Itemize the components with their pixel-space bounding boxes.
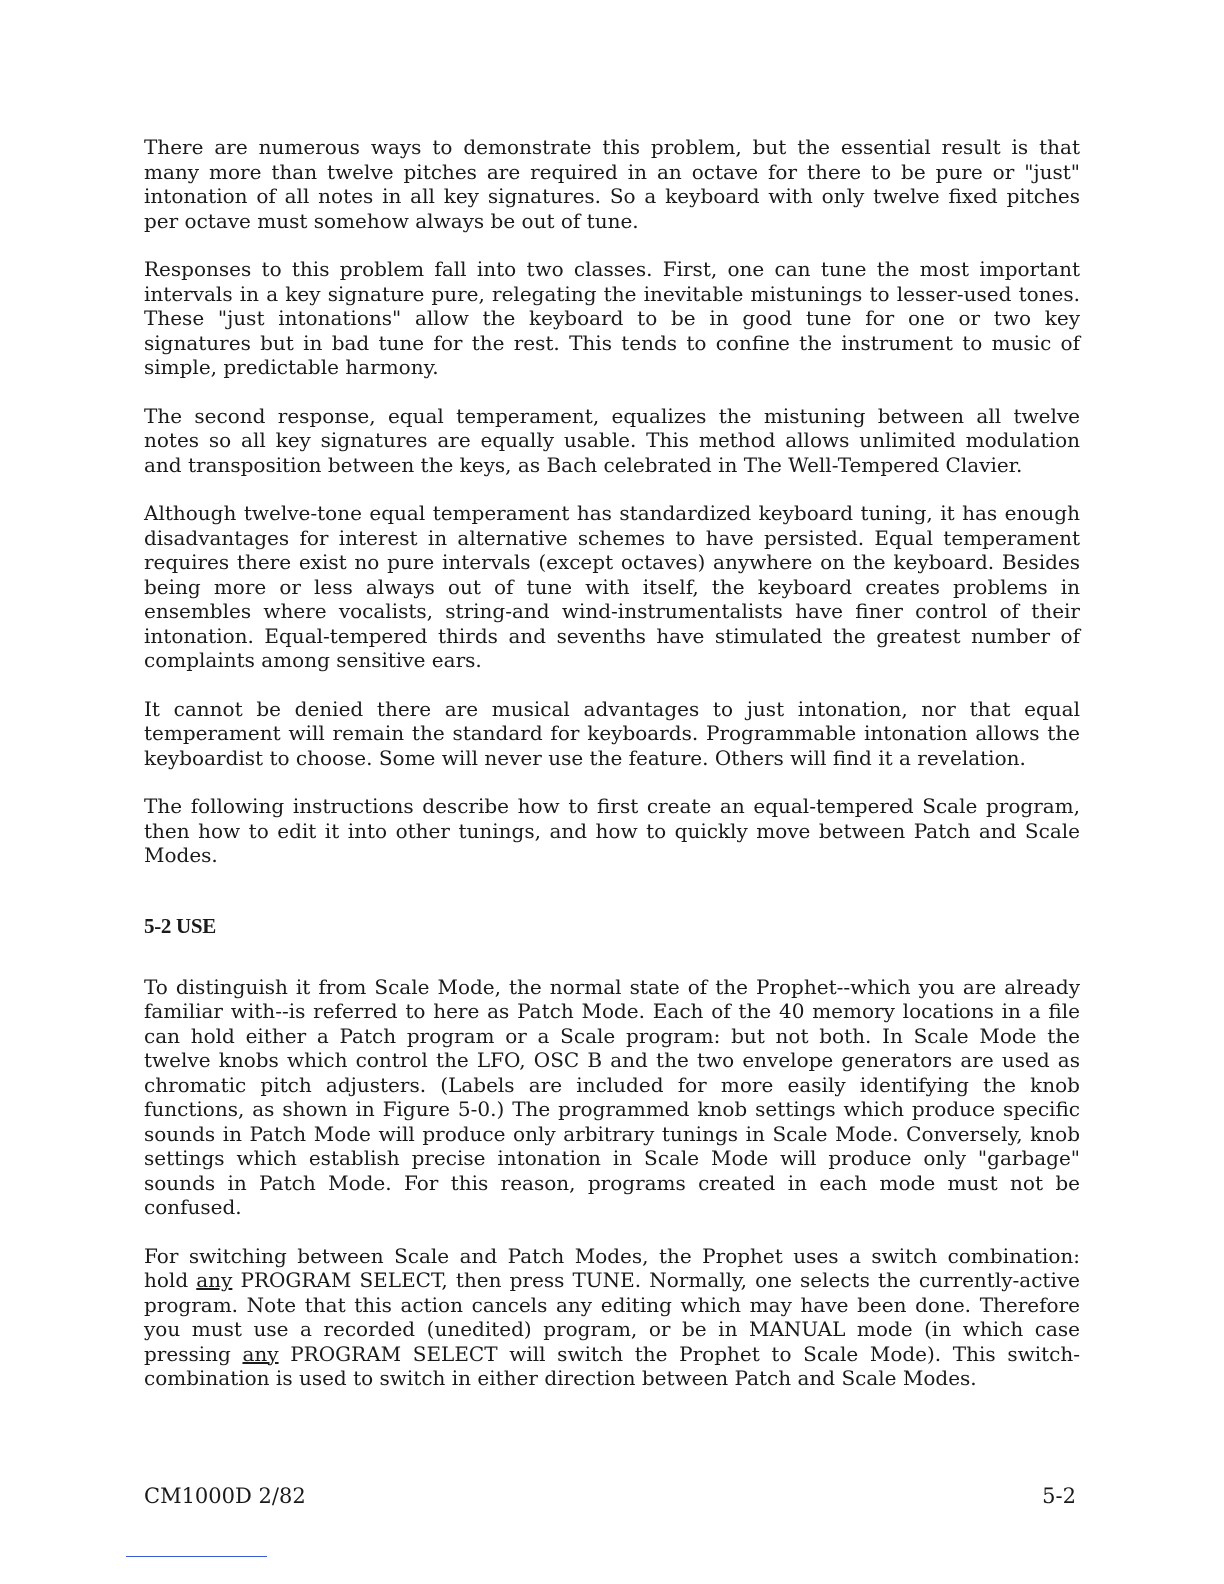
paragraph-disadvantages: Although twelve-tone equal temperament has standardized keyboard tuning, it has enough disadvantages for interest in alternative schemes to have persisted. Equal temperament requires there exist no pure intervals (except octaves) anywhere on the keyboard. Besides being more or less always out of tune with itself, the keyboard creates problems in ensembles where vocalists, string-and wind-instrumentalists have finer control of their intonation. Equal-tempered thirds and sevenths have stimulated the greatest number of complaints among sensitive ears.: [144, 501, 1080, 672]
footer-rule: [126, 1556, 267, 1557]
paragraph-equal-temperament: The second response, equal temperament, equalizes the mistuning between all twelve notes so all key signatures are equally usable. This method allows unlimited modulation and transposition between the keys, as Bach celebrated in The Well-Tempered Clavier.: [144, 403, 1080, 477]
document-id: CM1000D 2/82: [144, 1484, 306, 1508]
emphasis-any: any: [196, 1268, 233, 1292]
switching-text-3: PROGRAM SELECT will switch the Prophet to Scale Mode). This switch-combination is used to switch in either direction between Patch and Scale Modes.: [144, 1341, 1080, 1390]
emphasis-any: any: [242, 1341, 279, 1366]
page-number: 5-2: [1042, 1484, 1076, 1508]
paragraph-patch-mode: To distinguish it from Scale Mode, the normal state of the Prophet--which you are already familiar with--is referred to here as Patch Mode. Each of the 40 memory locations in a file can hold either a Patch program or a Scale program: but not both. In Scale Mode the twelve knobs which control the LFO, OSC B and the two envelope generators are used as chromatic pitch adjusters. (Labels are included for more easily identifying the knob functions, as shown in Figure 5-0.) The programmed knob settings which produce specific sounds in Patch Mode will produce only arbitrary tunings in Scale Mode. Conversely, knob settings which establish precise intonation in Scale Mode will produce only "garbage" sounds in Patch Mode. For this reason, programs created in each mode must not be confused.: [144, 974, 1080, 1219]
paragraph-advantages: It cannot be denied there are musical advantages to just intonation, nor that equal temperament will remain the standard for keyboards. Programmable intonation allows the keyboardist to choose. Some will never use the feature. Others will find it a revelation.: [144, 696, 1080, 770]
switching-text-1: For switching between Scale and Patch Modes, the Prophet uses a switch combination: hold: [144, 1243, 1080, 1292]
paragraph-responses: Responses to this problem fall into two classes. First, one can tune the most important intervals in a key signature pure, relegating the inevitable mistunings to lesser-used tones. These "just intonations" allow the keyboard to be in good tune for one or two key signatures but in bad tune for the rest. This tends to confine the instrument to music of simple, predictable harmony.: [144, 257, 1080, 379]
paragraph-intonation-problem: There are numerous ways to demonstrate this problem, but the essential result is that many more than twelve pitches are required in an octave for there to be pure or "just" intonation of all notes in all key signatures. So a keyboard with only twelve fixed pitches per octave must somehow always be out of tune.: [144, 135, 1080, 233]
switching-text-2: PROGRAM SELECT, then press TUNE. Normally, one selects the currently-active program. Note that this action cancels any editing which may have been done. Therefore you must use a recorded (unedited) program, or be in MANUAL mode (in which case pressing: [144, 1268, 1080, 1366]
paragraph-switching: [144, 1244, 1080, 1391]
section-heading: 5-2 USE: [144, 913, 216, 938]
paragraph-instructions-intro: The following instructions describe how to first create an equal-tempered Scale program, then how to edit it into other tunings, and how to quickly move between Patch and Scale Modes.: [144, 794, 1080, 867]
page-body: [144, 135, 1080, 1415]
